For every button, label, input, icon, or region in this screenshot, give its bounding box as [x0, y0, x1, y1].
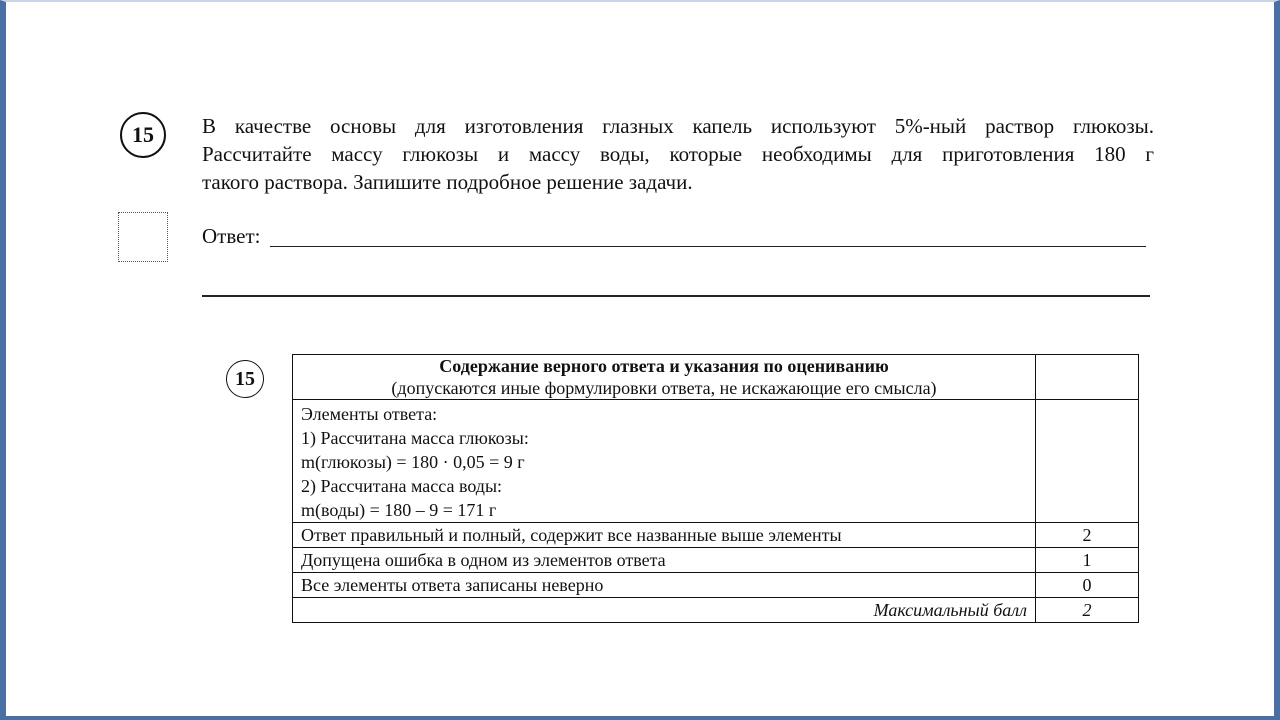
task-line-3: такого раствора. Запишите подробное решение задачи.: [202, 170, 693, 194]
max-score-value: 2: [1036, 598, 1139, 623]
criteria-text: Ответ правильный и полный, содержит все названные выше элементы: [293, 523, 1036, 548]
grading-header-subtitle: (допускаются иные формулировки ответа, не искажающие его смысла): [391, 378, 937, 398]
elements-line-1: Элементы ответа:: [301, 404, 438, 424]
max-score-row: [293, 598, 1139, 623]
grading-table: [292, 354, 1139, 623]
elements-line-4: 2) Рассчитана масса воды:: [301, 476, 503, 496]
criteria-score: 1: [1036, 548, 1139, 573]
criteria-score: 2: [1036, 523, 1139, 548]
elements-line-5: m(воды) = 180 – 9 = 171 г: [301, 500, 497, 520]
grading-number: 15: [235, 367, 255, 390]
criteria-row: [293, 523, 1139, 548]
elements-score-cell: [1036, 400, 1139, 523]
criteria-text: Допущена ошибка в одном из элементов ответа: [293, 548, 1036, 573]
grading-number-badge: [226, 360, 264, 398]
task-number: 15: [132, 122, 154, 147]
score-box[interactable]: [118, 212, 168, 262]
elements-line-3: m(глюкозы) = 180 · 0,05 = 9 г: [301, 452, 525, 472]
elements-line-2: 1) Рассчитана масса глюкозы:: [301, 428, 529, 448]
elements-row: [293, 400, 1139, 523]
answer-label: Ответ:: [202, 224, 261, 248]
task-line-2: Рассчитайте массу глюкозы и массу воды, которые необходимы для приготовления 180 г: [202, 142, 1154, 166]
task-statement: [202, 112, 1154, 196]
elements-cell: [293, 400, 1036, 523]
criteria-row: [293, 573, 1139, 598]
criteria-text: Все элементы ответа записаны неверно: [293, 573, 1036, 598]
grading-header-row: [293, 355, 1139, 400]
task-number-badge: [120, 112, 166, 158]
answer-line[interactable]: [270, 246, 1146, 247]
grading-header-title: Содержание верного ответа и указания по оцениванию: [439, 356, 889, 376]
max-score-label: Максимальный балл: [293, 598, 1036, 623]
criteria-row: [293, 548, 1139, 573]
grading-header-cell: [293, 355, 1036, 400]
criteria-score: 0: [1036, 573, 1139, 598]
task-line-1: В качестве основы для изготовления глазных капель используют 5%-ный раствор глюкозы.: [202, 114, 1154, 138]
grading-header-score-cell: [1036, 355, 1139, 400]
answer-line-extra[interactable]: [202, 295, 1150, 297]
